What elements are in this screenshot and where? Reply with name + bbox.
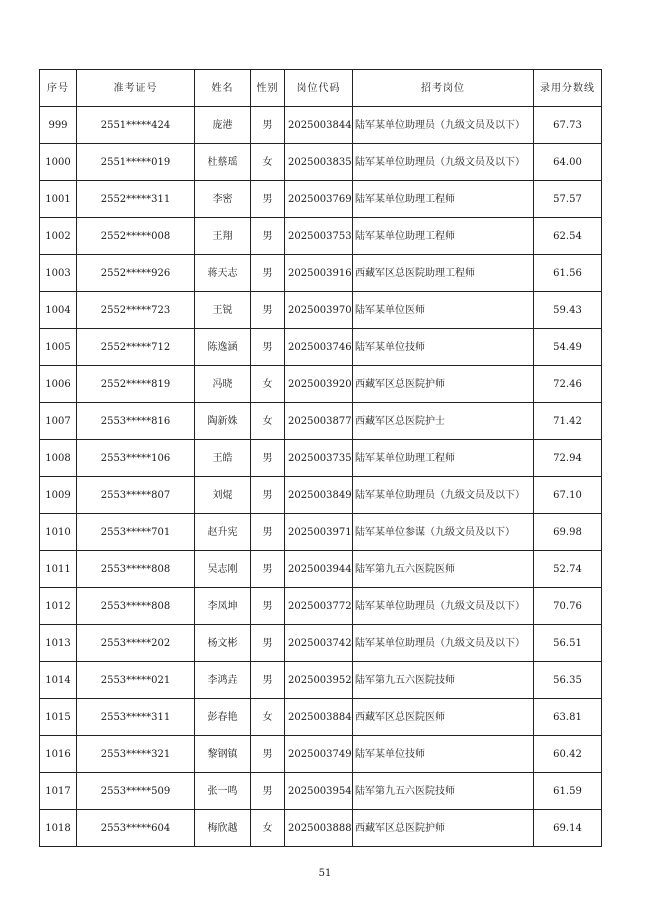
- cell-post: 陆军某单位助理员（九级文员及以下）: [353, 588, 534, 625]
- cell-post: 西藏军区总医院助理工程师: [353, 255, 534, 292]
- cell-post: 陆军某单位助理员（九级文员及以下）: [353, 477, 534, 514]
- cell-exam-id: 2551*****424: [77, 107, 195, 144]
- cell-no: 1014: [40, 662, 77, 699]
- cell-exam-id: 2551*****019: [77, 144, 195, 181]
- header-no: 序号: [40, 70, 77, 107]
- cell-name: 冯晓: [195, 366, 251, 403]
- cell-no: 1003: [40, 255, 77, 292]
- cell-gender: 男: [251, 329, 285, 366]
- cell-name: 赵升宪: [195, 514, 251, 551]
- table-row: [40, 144, 602, 181]
- cell-score: 57.57: [534, 181, 602, 218]
- cell-no: 1005: [40, 329, 77, 366]
- cell-score: 72.46: [534, 366, 602, 403]
- cell-exam-id: 2552*****311: [77, 181, 195, 218]
- cell-name: 庞港: [195, 107, 251, 144]
- cell-post: 陆军第九五六医院技师: [353, 773, 534, 810]
- cell-no: 1017: [40, 773, 77, 810]
- cell-post-code: 2025003916: [285, 255, 353, 292]
- cell-post-code: 2025003749: [285, 736, 353, 773]
- table-body: [40, 107, 602, 847]
- cell-score: 67.73: [534, 107, 602, 144]
- cell-gender: 男: [251, 255, 285, 292]
- header-gender: 性别: [251, 70, 285, 107]
- cell-gender: 男: [251, 773, 285, 810]
- cell-exam-id: 2553*****509: [77, 773, 195, 810]
- cell-score: 54.49: [534, 329, 602, 366]
- cell-post-code: 2025003877: [285, 403, 353, 440]
- cell-post-code: 2025003769: [285, 181, 353, 218]
- cell-gender: 女: [251, 699, 285, 736]
- table-row: [40, 625, 602, 662]
- cell-score: 61.59: [534, 773, 602, 810]
- table-row: [40, 403, 602, 440]
- cell-exam-id: 2553*****321: [77, 736, 195, 773]
- header-exam-id: 准考证号: [77, 70, 195, 107]
- table-row: [40, 181, 602, 218]
- cell-post: 西藏军区总医院医师: [353, 699, 534, 736]
- cell-name: 刘焜: [195, 477, 251, 514]
- cell-post: 陆军某单位技师: [353, 736, 534, 773]
- cell-score: 70.76: [534, 588, 602, 625]
- cell-gender: 男: [251, 588, 285, 625]
- table-header: [40, 70, 602, 107]
- cell-exam-id: 2553*****808: [77, 588, 195, 625]
- cell-post-code: 2025003971: [285, 514, 353, 551]
- cell-score: 63.81: [534, 699, 602, 736]
- table-row: [40, 440, 602, 477]
- table-row: [40, 218, 602, 255]
- cell-exam-id: 2553*****202: [77, 625, 195, 662]
- table-row: [40, 588, 602, 625]
- cell-no: 1006: [40, 366, 77, 403]
- cell-gender: 男: [251, 440, 285, 477]
- cell-post: 陆军某单位参谋（九级文员及以下）: [353, 514, 534, 551]
- cell-post-code: 2025003844: [285, 107, 353, 144]
- cell-gender: 男: [251, 551, 285, 588]
- header-row: [40, 70, 602, 107]
- cell-exam-id: 2552*****712: [77, 329, 195, 366]
- cell-post-code: 2025003884: [285, 699, 353, 736]
- cell-post: 西藏军区总医院护师: [353, 810, 534, 847]
- cell-post-code: 2025003746: [285, 329, 353, 366]
- table-row: [40, 255, 602, 292]
- cell-name: 黎钢镇: [195, 736, 251, 773]
- cell-no: 1002: [40, 218, 77, 255]
- table-row: [40, 699, 602, 736]
- table-row: [40, 662, 602, 699]
- cell-no: 1012: [40, 588, 77, 625]
- cell-name: 王锐: [195, 292, 251, 329]
- cell-exam-id: 2553*****604: [77, 810, 195, 847]
- cell-exam-id: 2553*****808: [77, 551, 195, 588]
- cell-post-code: 2025003835: [285, 144, 353, 181]
- cell-no: 1000: [40, 144, 77, 181]
- table-row: [40, 736, 602, 773]
- cell-post: 陆军某单位助理工程师: [353, 440, 534, 477]
- cell-score: 71.42: [534, 403, 602, 440]
- cell-gender: 男: [251, 736, 285, 773]
- cell-post: 陆军某单位助理工程师: [353, 181, 534, 218]
- cell-exam-id: 2553*****816: [77, 403, 195, 440]
- cell-exam-id: 2553*****106: [77, 440, 195, 477]
- cell-no: 1007: [40, 403, 77, 440]
- cell-name: 王翔: [195, 218, 251, 255]
- cell-no: 1004: [40, 292, 77, 329]
- cell-gender: 女: [251, 403, 285, 440]
- cell-post: 陆军第九五六医院技师: [353, 662, 534, 699]
- cell-post: 陆军某单位助理工程师: [353, 218, 534, 255]
- cell-no: 1009: [40, 477, 77, 514]
- table-row: [40, 773, 602, 810]
- cell-exam-id: 2552*****926: [77, 255, 195, 292]
- cell-post: 陆军第九五六医院医师: [353, 551, 534, 588]
- results-table: [39, 69, 602, 847]
- cell-name: 李鸿垚: [195, 662, 251, 699]
- table-row: [40, 551, 602, 588]
- cell-post-code: 2025003735: [285, 440, 353, 477]
- cell-post-code: 2025003753: [285, 218, 353, 255]
- cell-exam-id: 2552*****819: [77, 366, 195, 403]
- cell-gender: 女: [251, 810, 285, 847]
- header-score: 录用分数线: [534, 70, 602, 107]
- cell-post-code: 2025003954: [285, 773, 353, 810]
- cell-no: 1001: [40, 181, 77, 218]
- cell-post-code: 2025003772: [285, 588, 353, 625]
- cell-no: 1018: [40, 810, 77, 847]
- cell-name: 杜蔡瑶: [195, 144, 251, 181]
- cell-post: 陆军某单位医师: [353, 292, 534, 329]
- cell-name: 吴志刚: [195, 551, 251, 588]
- cell-name: 王皓: [195, 440, 251, 477]
- cell-no: 1015: [40, 699, 77, 736]
- cell-post: 陆军某单位助理员（九级文员及以下）: [353, 107, 534, 144]
- cell-post: 西藏军区总医院护士: [353, 403, 534, 440]
- table-row: [40, 292, 602, 329]
- cell-gender: 男: [251, 625, 285, 662]
- cell-score: 69.14: [534, 810, 602, 847]
- table-row: [40, 366, 602, 403]
- table-row: [40, 810, 602, 847]
- cell-name: 张一鸣: [195, 773, 251, 810]
- cell-gender: 男: [251, 662, 285, 699]
- cell-post-code: 2025003970: [285, 292, 353, 329]
- cell-post-code: 2025003849: [285, 477, 353, 514]
- cell-no: 1010: [40, 514, 77, 551]
- cell-score: 60.42: [534, 736, 602, 773]
- page-number: 51: [318, 868, 332, 879]
- cell-score: 52.74: [534, 551, 602, 588]
- cell-name: 杨文彬: [195, 625, 251, 662]
- cell-post: 陆军某单位助理员（九级文员及以下）: [353, 144, 534, 181]
- cell-score: 56.51: [534, 625, 602, 662]
- cell-score: 56.35: [534, 662, 602, 699]
- cell-exam-id: 2553*****807: [77, 477, 195, 514]
- cell-score: 67.10: [534, 477, 602, 514]
- cell-name: 陶新姝: [195, 403, 251, 440]
- cell-post: 西藏军区总医院护师: [353, 366, 534, 403]
- header-post-code: 岗位代码: [285, 70, 353, 107]
- table-row: [40, 514, 602, 551]
- cell-exam-id: 2553*****021: [77, 662, 195, 699]
- cell-gender: 女: [251, 366, 285, 403]
- cell-no: 1016: [40, 736, 77, 773]
- cell-score: 62.54: [534, 218, 602, 255]
- cell-post: 陆军某单位助理员（九级文员及以下）: [353, 625, 534, 662]
- table-row: [40, 329, 602, 366]
- cell-score: 72.94: [534, 440, 602, 477]
- cell-name: 蒋天志: [195, 255, 251, 292]
- header-name: 姓名: [195, 70, 251, 107]
- cell-gender: 男: [251, 107, 285, 144]
- cell-score: 59.43: [534, 292, 602, 329]
- cell-exam-id: 2552*****723: [77, 292, 195, 329]
- cell-gender: 男: [251, 292, 285, 329]
- cell-gender: 女: [251, 144, 285, 181]
- cell-no: 1013: [40, 625, 77, 662]
- cell-gender: 男: [251, 477, 285, 514]
- cell-score: 61.56: [534, 255, 602, 292]
- cell-post-code: 2025003888: [285, 810, 353, 847]
- cell-no: 1008: [40, 440, 77, 477]
- cell-name: 李密: [195, 181, 251, 218]
- cell-post-code: 2025003742: [285, 625, 353, 662]
- cell-gender: 男: [251, 218, 285, 255]
- cell-post-code: 2025003920: [285, 366, 353, 403]
- cell-name: 梅欣越: [195, 810, 251, 847]
- cell-name: 陈逸涵: [195, 329, 251, 366]
- cell-score: 64.00: [534, 144, 602, 181]
- cell-post: 陆军某单位技师: [353, 329, 534, 366]
- cell-name: 李凤坤: [195, 588, 251, 625]
- table-row: [40, 107, 602, 144]
- cell-gender: 男: [251, 181, 285, 218]
- cell-gender: 男: [251, 514, 285, 551]
- cell-no: 1011: [40, 551, 77, 588]
- cell-score: 69.98: [534, 514, 602, 551]
- cell-name: 彭春艳: [195, 699, 251, 736]
- table-row: [40, 477, 602, 514]
- cell-no: 999: [40, 107, 77, 144]
- cell-exam-id: 2553*****701: [77, 514, 195, 551]
- cell-exam-id: 2553*****311: [77, 699, 195, 736]
- cell-post-code: 2025003952: [285, 662, 353, 699]
- cell-exam-id: 2552*****008: [77, 218, 195, 255]
- cell-post-code: 2025003944: [285, 551, 353, 588]
- header-post: 招考岗位: [353, 70, 534, 107]
